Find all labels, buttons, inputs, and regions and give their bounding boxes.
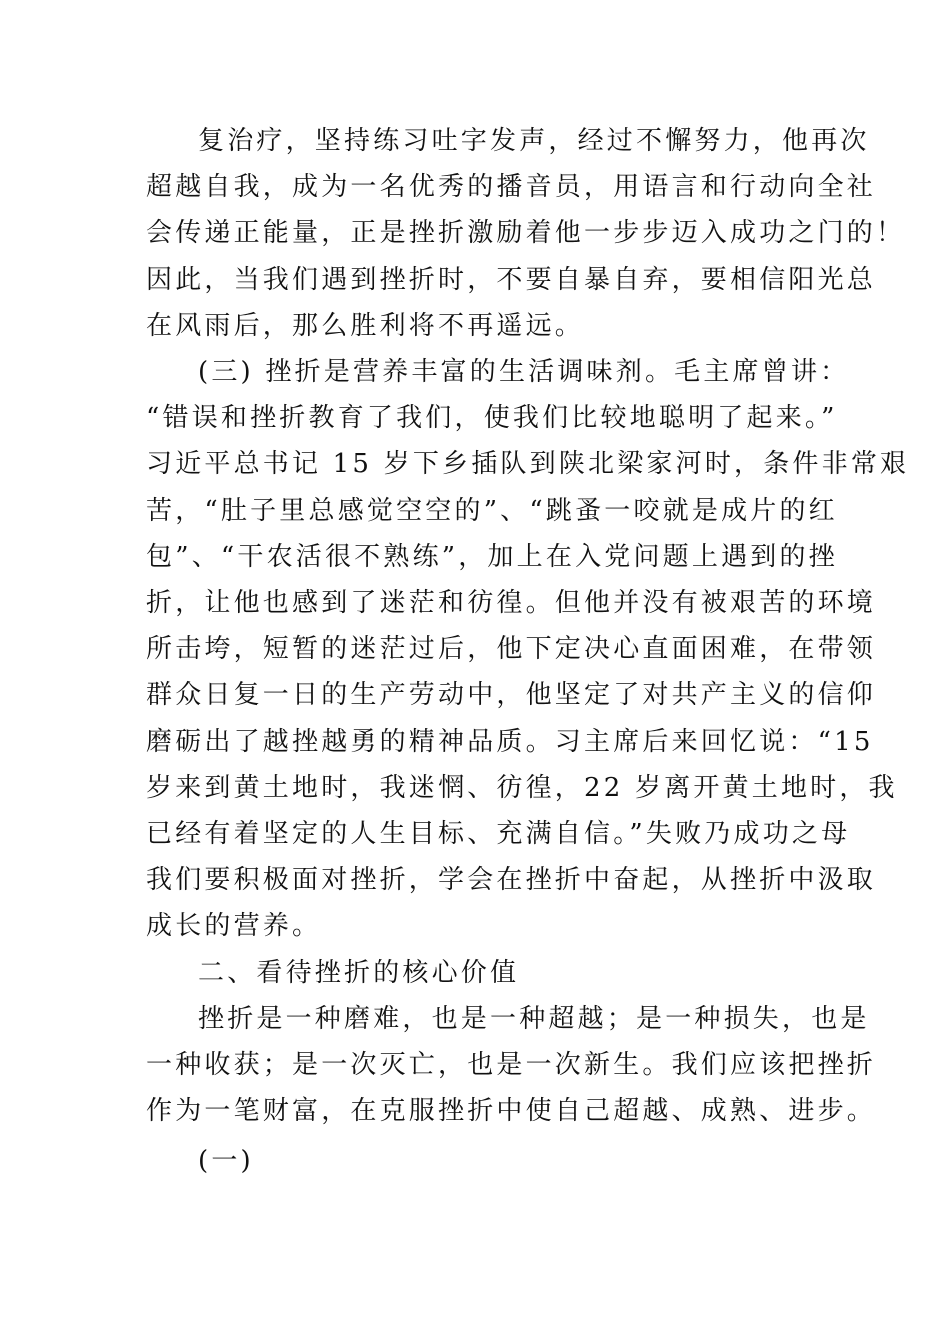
text-line: 习近平总书记 15 岁下乡插队到陕北梁家河时，条件非常艰 (146, 449, 910, 480)
text-line: 作为一笔财富，在克服挫折中使自己超越、成熟、进步。 (146, 1096, 877, 1127)
text-line: 已经有着坚定的人生目标、充满自信。”失败乃成功之母 (146, 819, 851, 850)
text-line: 所击垮，短暂的迷茫过后，他下定决心直面困难，在带领 (146, 634, 877, 665)
text-line: 我们要积极面对挫折，学会在挫折中奋起，从挫折中汲取 (146, 865, 877, 896)
paragraph-section-three (146, 349, 910, 950)
text-line: 因此，当我们遇到挫折时，不要自暴自弃，要相信阳光总 (146, 264, 877, 295)
text-line: 在风雨后，那么胜利将不再遥远。 (146, 310, 585, 341)
section-heading-core-value (146, 950, 804, 996)
text-line: 一种收获；是一次灭亡，也是一次新生。我们应该把挫折 (146, 1050, 877, 1081)
text-line: 超越自我，成为一名优秀的播音员，用语言和行动向全社 (146, 172, 877, 203)
text-line: 挫折是一种磨难，也是一种超越；是一种损失，也是 (198, 1003, 870, 1034)
text-line: 折，让他也感到了迷茫和彷徨。但他并没有被艰苦的环境 (146, 588, 877, 619)
heading-line: (一) (198, 1146, 254, 1177)
text-line: 磨砺出了越挫越勇的精神品质。习主席后来回忆说：“15 (146, 726, 874, 757)
document-body (146, 118, 910, 1185)
text-line: 成长的营养。 (146, 911, 322, 942)
section-heading-one (146, 1138, 804, 1184)
text-line: 复治疗，坚持练习吐字发声，经过不懈努力，他再次 (198, 126, 870, 156)
heading-line: 二、看待挫折的核心价值 (198, 957, 520, 988)
text-line: 岁来到黄土地时，我迷惘、彷徨，22 岁离开黄土地时，我 (146, 772, 898, 803)
text-line: 群众日复一日的生产劳动中，他坚定了对共产主义的信仰 (146, 680, 877, 711)
section-heading-three: (三) 挫折是营养丰富的生活调味剂。毛主席曾讲： (198, 357, 850, 388)
text-line: “错误和挫折教育了我们，使我们比较地聪明了起来。” (146, 403, 838, 434)
paragraph-core-value (146, 996, 877, 1135)
text-line: 会传递正能量，正是挫折激励着他一步步迈入成功之门的！ (146, 218, 906, 249)
text-line: 包”、“干农活很不熟练”，加上在入党问题上遇到的挫 (146, 541, 838, 572)
paragraph-continuation (146, 118, 906, 349)
text-line: 苦，“肚子里总感觉空空的”、“跳蚤一咬就是成片的红 (146, 495, 838, 526)
